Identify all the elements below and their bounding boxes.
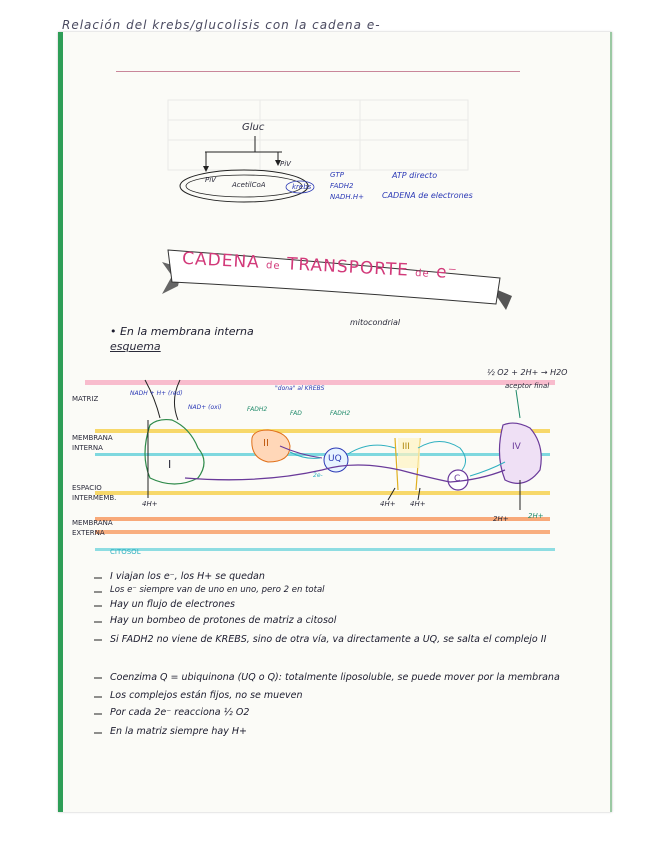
krebs-label: krebs xyxy=(292,183,312,191)
page-title: Relación del krebs/glucolisis con la cadena e- xyxy=(62,18,381,32)
banner-word-de2: de xyxy=(414,268,430,280)
membrana-interna-label xyxy=(72,433,122,453)
banner-word-e: e⁻ xyxy=(435,262,459,284)
o2-equation: ½ O2 + 2H+ → H2O xyxy=(487,368,568,377)
h2-label: 2H+ xyxy=(493,515,509,523)
note-2: Los e⁻ siempre van de uno en uno, pero 2 en total xyxy=(110,585,325,595)
note-9: En la matriz siempre hay H+ xyxy=(110,726,247,737)
note-1: I viajan los e⁻, los H+ se quedan xyxy=(110,571,265,582)
nad-oxi-label: NAD+ (oxi) xyxy=(188,404,222,411)
nadh-red-label: NADH + H+ (red) xyxy=(130,390,183,397)
membrana-interna-text: MEMBRANA INTERNA xyxy=(72,434,113,452)
banner-word-transporte: TRANSPORTE xyxy=(286,254,410,281)
electron-pair-label: 2e- xyxy=(313,472,323,479)
note-6-text: Coenzima Q = ubiquinona (UQ o Q): totalmente liposoluble, se puede mover por la membrana xyxy=(110,672,560,683)
fadh2-right-label: FADH2 xyxy=(330,410,351,417)
piv-left-label: PiV xyxy=(205,176,216,184)
mito-label: mitocondrial xyxy=(350,318,401,327)
aceptor-label: aceptor final xyxy=(505,382,550,390)
uq-label: UQ xyxy=(328,454,342,464)
complex-iv-label: IV xyxy=(512,442,521,452)
h4-mid2-label: 4H+ xyxy=(410,500,426,508)
cadena-label: CADENA de electrones xyxy=(382,191,473,200)
acetilcoa-label: AcetilCoA xyxy=(232,181,266,189)
fadh2-left-label: FADH2 xyxy=(247,406,268,413)
c-label: C xyxy=(454,474,461,484)
complex-ii-label: II xyxy=(263,438,269,449)
complex-iii-label: III xyxy=(402,442,410,452)
h2b-label: 2H+ xyxy=(528,512,544,520)
h4-mid1-label: 4H+ xyxy=(380,500,396,508)
banner-word-de1: de xyxy=(265,260,281,272)
atp-directo-label: ATP directo xyxy=(392,171,438,180)
note-6 xyxy=(110,671,560,684)
membrana-externa-label xyxy=(72,518,122,538)
citosol-label: CITOSOL xyxy=(110,548,141,556)
fadh-label: FADH2 xyxy=(330,182,354,190)
note-4: Hay un bombeo de protones de matriz a citosol xyxy=(110,615,337,626)
intro-line: • En la membrana interna xyxy=(110,325,254,338)
note-8: Por cada 2e⁻ reacciona ½ O2 xyxy=(110,707,250,718)
note-5-text: Si FADH2 no viene de KREBS, sino de otra vía, va directamente a UQ, se salta el complejo II xyxy=(110,634,547,645)
piv-right-label: PiV xyxy=(280,160,291,168)
complex-i-label: I xyxy=(168,458,172,471)
note-5 xyxy=(110,633,560,647)
gluc-label: Gluc xyxy=(242,122,265,133)
matriz-label: MATRIZ xyxy=(72,395,99,403)
krebs-note: "dona" al KREBS xyxy=(275,385,325,392)
gtp-label: GTP xyxy=(330,171,344,179)
h4-left-label: 4H+ xyxy=(142,500,158,508)
note-7: Los complejos están fijos, no se mueven xyxy=(110,690,303,701)
espacio-label xyxy=(72,483,132,503)
fad-label: FAD xyxy=(290,410,302,417)
banner-word-cadena: CADENA xyxy=(181,248,261,273)
note-3: Hay un flujo de electrones xyxy=(110,599,236,610)
nadh-label: NADH.H+ xyxy=(330,193,365,201)
espacio-text: ESPACIO INTERMEMB. xyxy=(72,484,117,502)
membrana-externa-text: MEMBRANA EXTERNA xyxy=(72,519,113,537)
esquema-label: esquema xyxy=(110,340,161,353)
